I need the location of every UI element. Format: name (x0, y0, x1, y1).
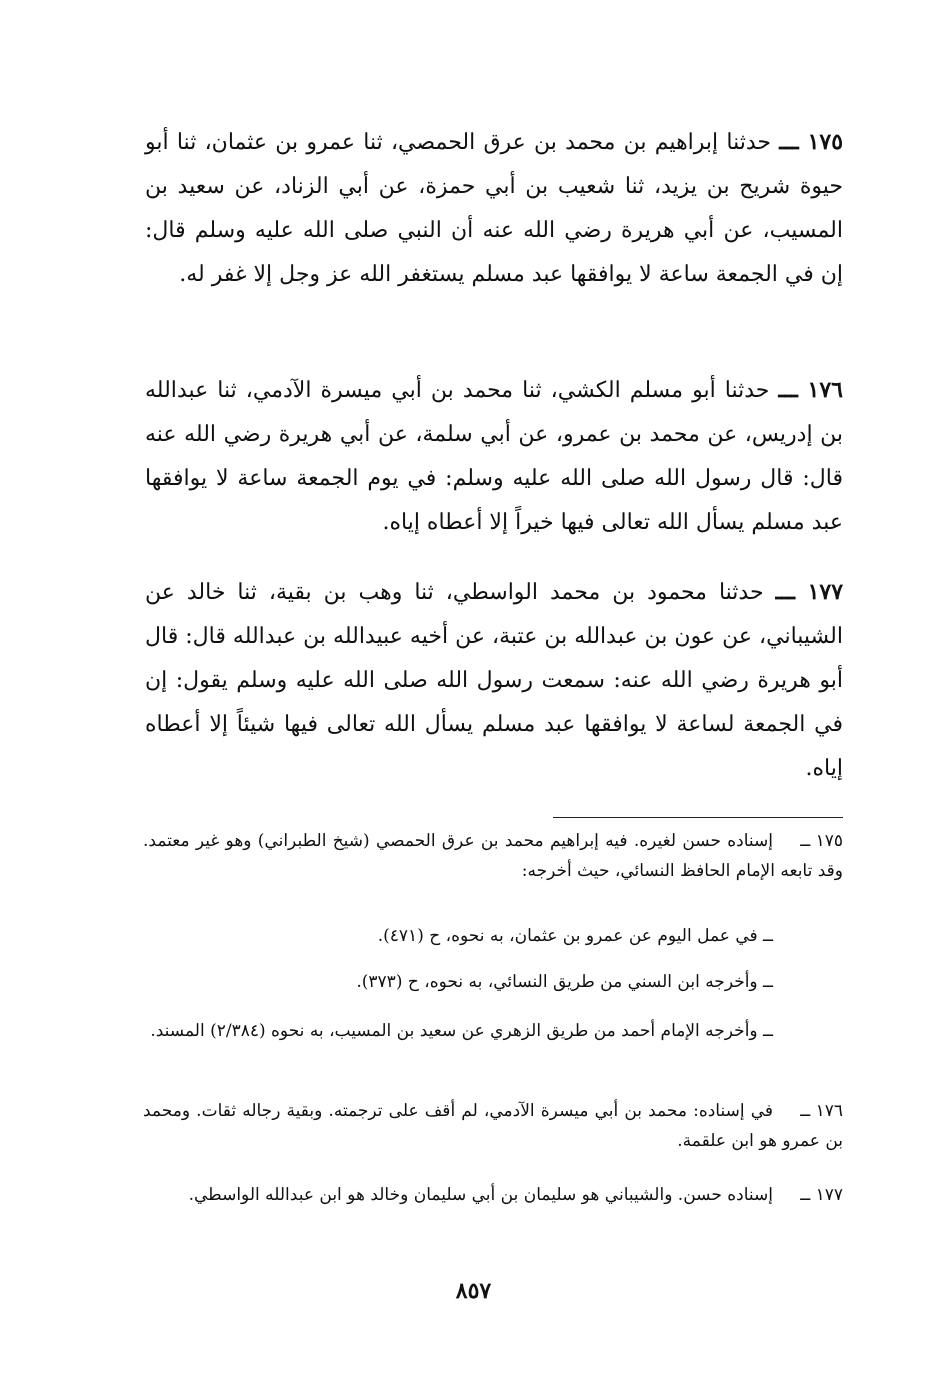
footnote-sub-item: ــ وأخرجه ابن السني من طريق النسائي، به نحوه، ح (٣٧٣). (356, 972, 773, 992)
page-number: ٨٥٧ (455, 1278, 492, 1304)
hadith-number: ١٧٦ ـــ (778, 377, 843, 403)
footnote-sub-item: ــ وأخرجه الإمام أحمد من طريق الزهري عن سعيد بن المسيب، به نحوه (٢/٣٨٤) المسند. (150, 1021, 773, 1041)
footnote-177 (143, 1180, 843, 1210)
hadith-177 (145, 570, 843, 791)
footnote-number: ١٧٥ ــ (800, 831, 843, 851)
footnote-sub-item: ــ في عمل اليوم عن عمرو بن عثمان، به نحوه، ح (٤٧١). (377, 926, 773, 946)
footnote-text: في إسناده: محمد بن أبي ميسرة الآدمي، لم أقف على ترجمته. وبقية رجاله ثقات. ومحمد بن عمرو هو ابن علقمة. (143, 1101, 843, 1151)
footnote-text: إسناده حسن. والشيباني هو سليمان بن أبي سليمان وخالد هو ابن عبدالله الواسطي. (188, 1185, 773, 1205)
footnote-number: ١٧٦ ــ (800, 1101, 843, 1121)
hadith-176 (145, 368, 843, 545)
hadith-text: حدثنا إبراهيم بن محمد بن عرق الحمصي، ثنا عمرو بن عثمان، ثنا أبو حيوة شريح بن يزيد، ثنا شعيب بن أبي حمزة، عن أبي الزناد، عن سعيد بن المسيب، عن أبي هريرة رضي الله عنه أن النبي صلى الله عليه وسلم قال: إن في الجمعة ساعة لا يوافقها عبد مسلم يستغفر الله عز وجل إلا غفر له. (145, 130, 843, 287)
footnote-176 (143, 1096, 843, 1156)
footnote-175 (143, 826, 843, 886)
footnote-number: ١٧٧ ــ (800, 1185, 843, 1205)
hadith-number: ١٧٥ ـــ (779, 129, 844, 155)
hadith-text: حدثنا أبو مسلم الكشي، ثنا محمد بن أبي ميسرة الآدمي، ثنا عبدالله بن إدريس، عن محمد بن عمرو، عن أبي سلمة، عن أبي هريرة رضي الله عنه قال: قال رسول الله صلى الله عليه وسلم: في يوم الجمعة ساعة لا يوافقها عبد مسلم يسأل الله تعالى فيها خيراً إلا أعطاه إياه. (145, 378, 843, 535)
footnote-divider (553, 817, 843, 818)
hadith-text: حدثنا محمود بن محمد الواسطي، ثنا وهب بن بقية، ثنا خالد عن الشيباني، عن عون بن عبدالله بن عتبة، عن أخيه عبيدالله بن عبدالله قال: قال أبو هريرة رضي الله عنه: سمعت رسول الله صلى الله عليه وسلم يقول: إن في الجمعة لساعة لا يوافقها عبد مسلم يسأل الله تعالى فيها شيئاً إلا أعطاه إياه. (145, 580, 843, 781)
hadith-number: ١٧٧ ـــ (775, 579, 844, 605)
hadith-175 (145, 120, 843, 297)
footnote-text: إسناده حسن لغيره. فيه إبراهيم محمد بن عرق الحمصي (شيخ الطبراني) وهو غير معتمد. وقد تابعه الإمام الحافظ النسائي، حيث أخرجه: (143, 831, 843, 881)
